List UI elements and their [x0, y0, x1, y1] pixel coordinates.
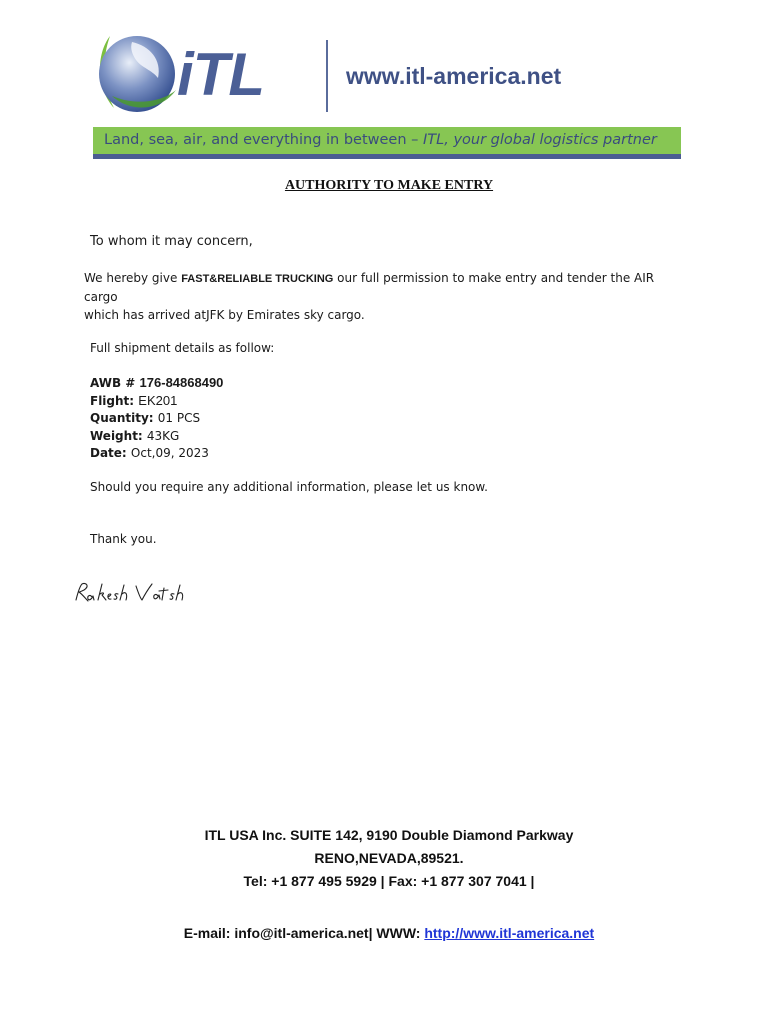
header-website: www.itl-america.net	[346, 63, 562, 89]
flight-label: Flight:	[90, 393, 139, 408]
weight-value: 43KG	[146, 428, 180, 443]
tagline	[104, 130, 657, 150]
paragraph-line-1	[84, 269, 684, 306]
company-name: FAST&RELIABLE TRUCKING	[181, 273, 334, 285]
footer-phone-fax: Tel: +1 877 495 5929 | Fax: +1 877 307 7041 |	[243, 873, 535, 889]
shipment-details	[90, 374, 223, 462]
tagline-italic: ITL, your global logistics partner	[423, 132, 657, 148]
tagline-band	[93, 127, 681, 159]
footer-address-line-2: RENO,NEVADA,89521.	[314, 850, 464, 866]
itl-logo-wordmark: iTL	[177, 41, 264, 108]
weight-label: Weight:	[90, 428, 147, 443]
paragraph-line-2: which has arrived atJFK by Emirates sky cargo.	[84, 308, 365, 322]
details-intro: Full shipment details as follow:	[90, 341, 275, 355]
awb-row	[90, 374, 223, 392]
header-divider	[326, 40, 328, 112]
quantity-label: Quantity:	[90, 411, 158, 425]
permission-paragraph	[84, 269, 684, 324]
awb-value: 176-84868490	[139, 375, 224, 390]
footer-email: E-mail: info@itl-america.net| WWW:	[183, 925, 425, 941]
flight-value: EK201	[138, 392, 178, 408]
footer-address-line-1: ITL USA Inc. SUITE 142, 9190 Double Diamond Parkway	[204, 827, 574, 843]
weight-row	[90, 427, 223, 445]
document-title: AUTHORITY TO MAKE ENTRY	[284, 178, 494, 193]
paragraph-start: We hereby give	[84, 271, 182, 285]
flight-row	[90, 392, 223, 410]
quantity-row	[90, 409, 223, 427]
tagline-main: Land, sea, air, and everything in between –	[104, 132, 424, 148]
closing-sentence: Should you require any additional information, please let us know.	[90, 480, 488, 494]
date-value: Oct,09, 2023	[130, 446, 209, 460]
paragraph-line1-end: our full permission to make entry and tender the AIR cargo	[84, 271, 655, 304]
salutation: To whom it may concern,	[90, 234, 253, 249]
date-label: Date:	[90, 446, 131, 460]
footer-contact	[0, 925, 768, 941]
date-row	[90, 444, 223, 462]
awb-label: AWB #	[90, 376, 140, 390]
footer-website-link[interactable]: http://www.itl-america.net	[424, 925, 595, 941]
thank-you: Thank you.	[90, 532, 157, 546]
quantity-value: 01 PCS	[157, 411, 201, 425]
handwritten-signature	[70, 578, 200, 608]
